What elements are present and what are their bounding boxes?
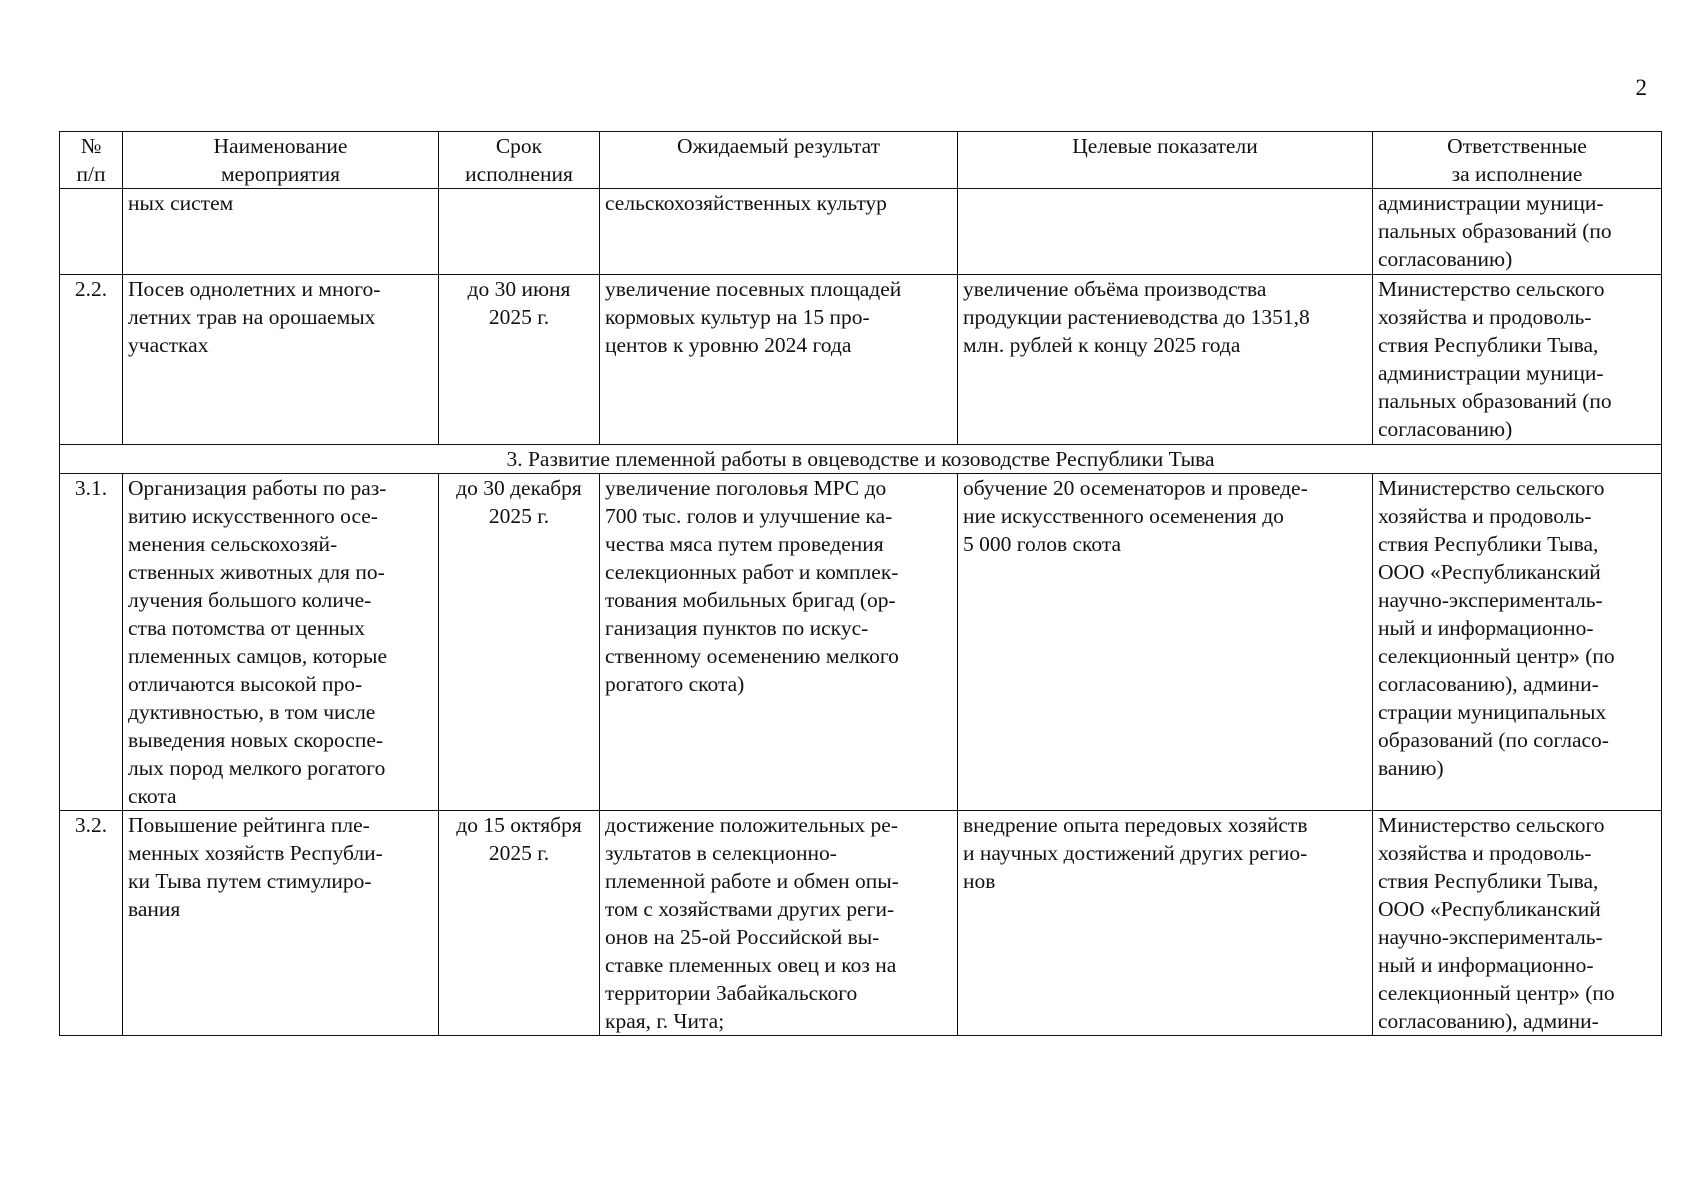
row-result: увеличение поголовья МРС до 700 тыс. голов и улучшение ка- чества мяса путем проведения селекционных работ и комплек- тования мобильных бригад (ор- ганизация пунктов по искус- ственному осеменению мелкого рогатого скота) bbox=[600, 474, 958, 811]
table-header-row bbox=[60, 132, 1662, 189]
row-result: сельскохозяйственных культур bbox=[600, 189, 958, 275]
row-name: Организация работы по раз- витию искусственного осе- менения сельскохозяй- ственных животных для по- лучения большого количе- ства потомства от ценных племенных самцов, которые отличаются высокой про- дуктивностью, в том числе выведения новых скороспе- лых пород мелкого рогатого скота bbox=[123, 474, 439, 811]
row-targets: внедрение опыта передовых хозяйств и научных достижений других регио- нов bbox=[958, 811, 1373, 1036]
header-term: Срок исполнения bbox=[439, 132, 600, 189]
page-number: 2 bbox=[1635, 75, 1647, 100]
table-row bbox=[60, 811, 1662, 1036]
row-term bbox=[439, 189, 600, 275]
table-row bbox=[60, 275, 1662, 445]
action-plan-table bbox=[59, 131, 1662, 1036]
header-name: Наименование мероприятия bbox=[123, 132, 439, 189]
table-row bbox=[60, 189, 1662, 275]
row-name: ных систем bbox=[123, 189, 439, 275]
row-num: 3.2. bbox=[60, 811, 123, 1036]
row-targets: увеличение объёма производства продукции растениеводства до 1351,8 млн. рублей к концу 2025 года bbox=[958, 275, 1373, 445]
row-num bbox=[60, 189, 123, 275]
row-name: Повышение рейтинга пле- менных хозяйств Республи- ки Тыва путем стимулиро- вания bbox=[123, 811, 439, 1036]
row-responsible: Министерство сельского хозяйства и продоволь- ствия Республики Тыва, ООО «Республиканский научно-эксперименталь- ный и информационно- селекционный центр» (по согласованию), админи- страции муниципальных образований (по согласо- ванию) bbox=[1373, 474, 1662, 811]
row-responsible: Министерство сельского хозяйства и продоволь- ствия Республики Тыва, администрации муници- пальных образований (по согласованию) bbox=[1373, 275, 1662, 445]
row-term: до 30 июня 2025 г. bbox=[439, 275, 600, 445]
header-num: № п/п bbox=[60, 132, 123, 189]
section-header-row bbox=[60, 445, 1662, 474]
row-responsible: Министерство сельского хозяйства и продоволь- ствия Республики Тыва, ООО «Республиканский научно-эксперименталь- ный и информационно- селекционный центр» (по согласованию), админи- bbox=[1373, 811, 1662, 1036]
row-num: 3.1. bbox=[60, 474, 123, 811]
row-name: Посев однолетних и много- летних трав на орошаемых участках bbox=[123, 275, 439, 445]
header-responsible: Ответственные за исполнение bbox=[1373, 132, 1662, 189]
header-targets: Целевые показатели bbox=[958, 132, 1373, 189]
row-term: до 15 октября 2025 г. bbox=[439, 811, 600, 1036]
section-title: 3. Развитие племенной работы в овцеводстве и козоводстве Республики Тыва bbox=[60, 445, 1662, 474]
row-result: достижение положительных ре- зультатов в селекционно- племенной работе и обмен опы- том с хозяйствами других реги- онов на 25-ой Российской вы- ставке племенных овец и коз на территории Забайкальского края, г. Чита; bbox=[600, 811, 958, 1036]
row-responsible: администрации муници- пальных образований (по согласованию) bbox=[1373, 189, 1662, 275]
header-result: Ожидаемый результат bbox=[600, 132, 958, 189]
row-targets bbox=[958, 189, 1373, 275]
row-result: увеличение посевных площадей кормовых культур на 15 про- центов к уровню 2024 года bbox=[600, 275, 958, 445]
row-term: до 30 декабря 2025 г. bbox=[439, 474, 600, 811]
table-row bbox=[60, 474, 1662, 811]
row-num: 2.2. bbox=[60, 275, 123, 445]
row-targets: обучение 20 осеменаторов и проведе- ние искусственного осеменения до 5 000 голов скота bbox=[958, 474, 1373, 811]
